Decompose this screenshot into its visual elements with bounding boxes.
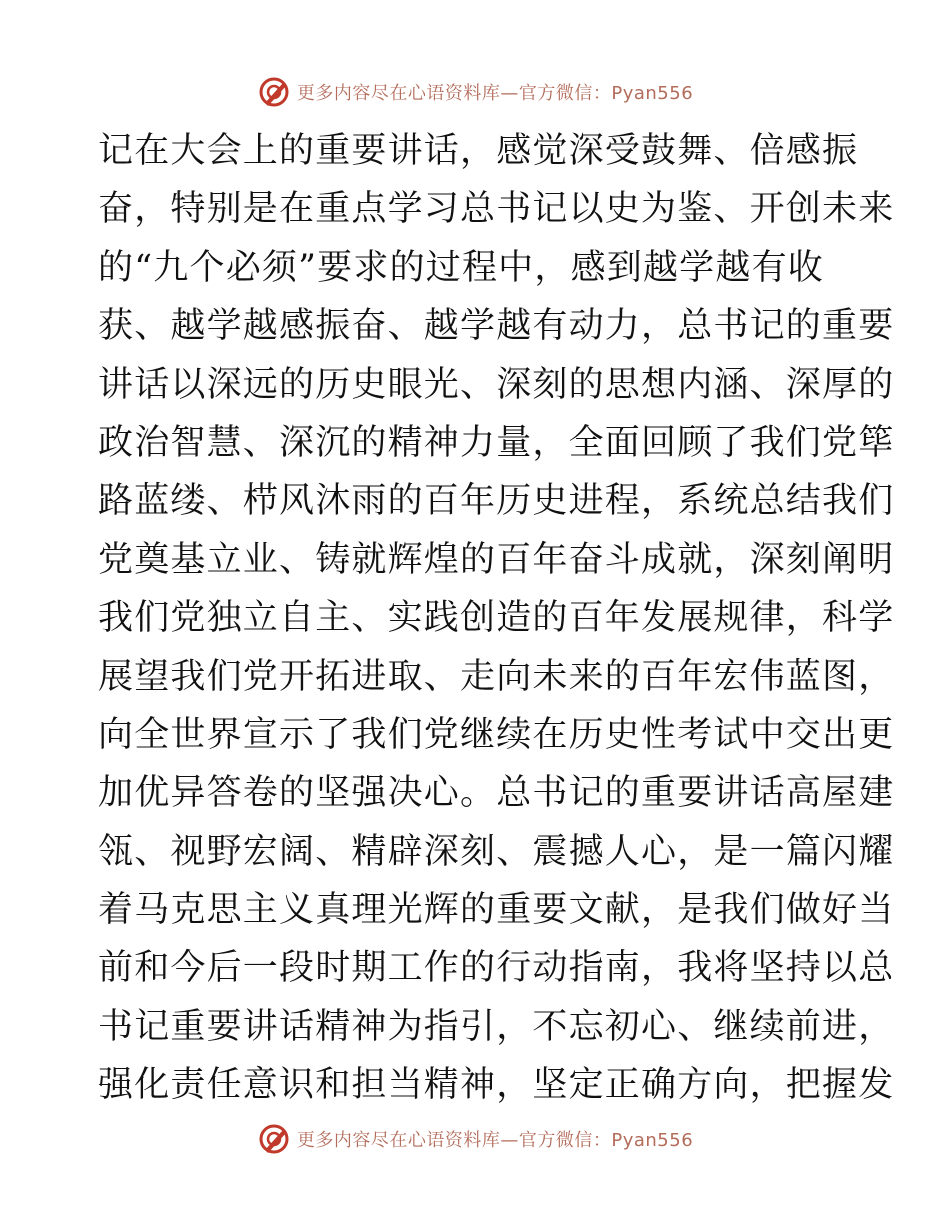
brand-logo-icon [257,75,291,109]
text-line: 加优异答卷的坚强决心。总书记的重要讲话高屋建 [98,773,895,814]
text-line: 着马克思主义真理光辉的重要文献，是我们做好当 [98,890,895,931]
text-line: 党奠基立业、铸就辉煌的百年奋斗成就，深刻阐明 [98,539,895,580]
text-line: 瓴、视野宏阔、精辟深刻、震撼人心，是一篇闪耀 [98,831,895,872]
text-line: 记在大会上的重要讲话，感觉深受鼓舞、倍感振 [98,131,859,171]
footer-banner-text: 更多内容尽在心语资料库—官方微信：Pyan556 [296,1130,694,1151]
header-banner-text: 更多内容尽在心语资料库—官方微信：Pyan556 [296,83,694,104]
document-body [98,122,895,1115]
text-line: 向全世界宣示了我们党继续在历史性考试中交出更 [98,714,895,755]
text-line: 政治智慧、深沉的精神力量，全面回顾了我们党筚 [98,422,895,463]
text-line: 强化责任意识和担当精神，坚定正确方向，把握发 [98,1065,895,1106]
text-line: 奋，特别是在重点学习总书记以史为鉴、开创未来 [98,189,895,230]
text-line: 书记重要讲话精神为指引，不忘初心、继续前进， [98,1006,895,1047]
header-banner [0,72,950,112]
text-line: 的“九个必须”要求的过程中，感到越学越有收 [98,247,824,288]
footer-banner [0,1119,950,1159]
text-line: 获、越学越感振奋、越学越有动力，总书记的重要 [98,306,895,347]
text-line: 讲话以深远的历史眼光、深刻的思想内涵、深厚的 [98,364,895,405]
text-line: 前和今后一段时期工作的行动指南，我将坚持以总 [98,948,895,989]
text-line: 展望我们党开拓进取、走向未来的百年宏伟蓝图， [98,656,895,697]
brand-logo-icon [257,1122,291,1156]
text-line: 我们党独立自主、实践创造的百年发展规律，科学 [98,598,895,639]
text-line: 路蓝缕、栉风沐雨的百年历史进程，系统总结我们 [98,481,895,522]
